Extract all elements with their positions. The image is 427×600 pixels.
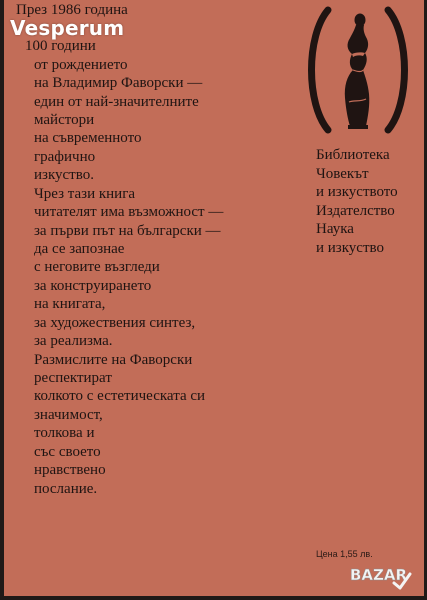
blurb-line: Размислите на Фаворски bbox=[34, 352, 193, 368]
blurb-line: Чрез тази книга bbox=[34, 186, 136, 202]
venus-statue-in-parentheses-icon bbox=[308, 6, 408, 134]
blurb-line: майстори bbox=[34, 112, 95, 128]
blurb-line: на Владимир Фаворски — bbox=[34, 75, 203, 91]
blurb-line: с неговите възгледи bbox=[34, 259, 160, 275]
blurb-line: със своето bbox=[34, 444, 101, 460]
blurb-line: от рождението bbox=[34, 57, 128, 73]
blurb-line: значимост, bbox=[34, 407, 103, 423]
left-scan-edge bbox=[0, 0, 4, 600]
blurb-line: графично bbox=[34, 149, 96, 165]
blurb-line: на съвременното bbox=[34, 130, 142, 146]
blurb-line: нравствено bbox=[34, 462, 106, 478]
publisher-line: и изкуство bbox=[316, 239, 384, 256]
bazar-logo-text: BAZAR bbox=[350, 566, 408, 584]
blurb-line: да се запознае bbox=[34, 241, 125, 257]
bazar-logo-icon bbox=[350, 558, 422, 592]
blurb-line: един от най-значителните bbox=[34, 94, 199, 110]
publisher-line: Издателство bbox=[316, 202, 395, 219]
publisher-line: Наука bbox=[316, 221, 354, 237]
blurb-line: читателят има възможност — bbox=[34, 204, 224, 220]
blurb-line: за художествения синтез, bbox=[34, 315, 196, 331]
blurb-line: респектират bbox=[34, 370, 112, 386]
blurb-line: на книгата, bbox=[34, 296, 106, 312]
blurb-line: за реализма. bbox=[34, 333, 113, 349]
vesperum-watermark: Vesperum bbox=[10, 16, 125, 40]
blurb-line: През 1986 година bbox=[16, 2, 128, 18]
blurb-line: за първи път на български — bbox=[34, 223, 221, 239]
blurb-line: изкуство. bbox=[34, 167, 94, 183]
library-line: Човекът bbox=[316, 165, 369, 182]
price-label: Цена 1,55 лв. bbox=[316, 549, 373, 559]
blurb-line: колкото с естетическата си bbox=[34, 388, 206, 404]
blurb-line: послание. bbox=[34, 481, 98, 497]
library-line: Библиотека bbox=[316, 147, 390, 163]
blurb-line: толкова и bbox=[34, 425, 95, 441]
library-line: и изкуството bbox=[316, 184, 398, 200]
bottom-scan-edge bbox=[0, 596, 427, 600]
blurb-line: 100 години bbox=[25, 38, 96, 54]
library-series-info bbox=[316, 146, 398, 257]
blurb-line: за конструирането bbox=[34, 278, 152, 294]
